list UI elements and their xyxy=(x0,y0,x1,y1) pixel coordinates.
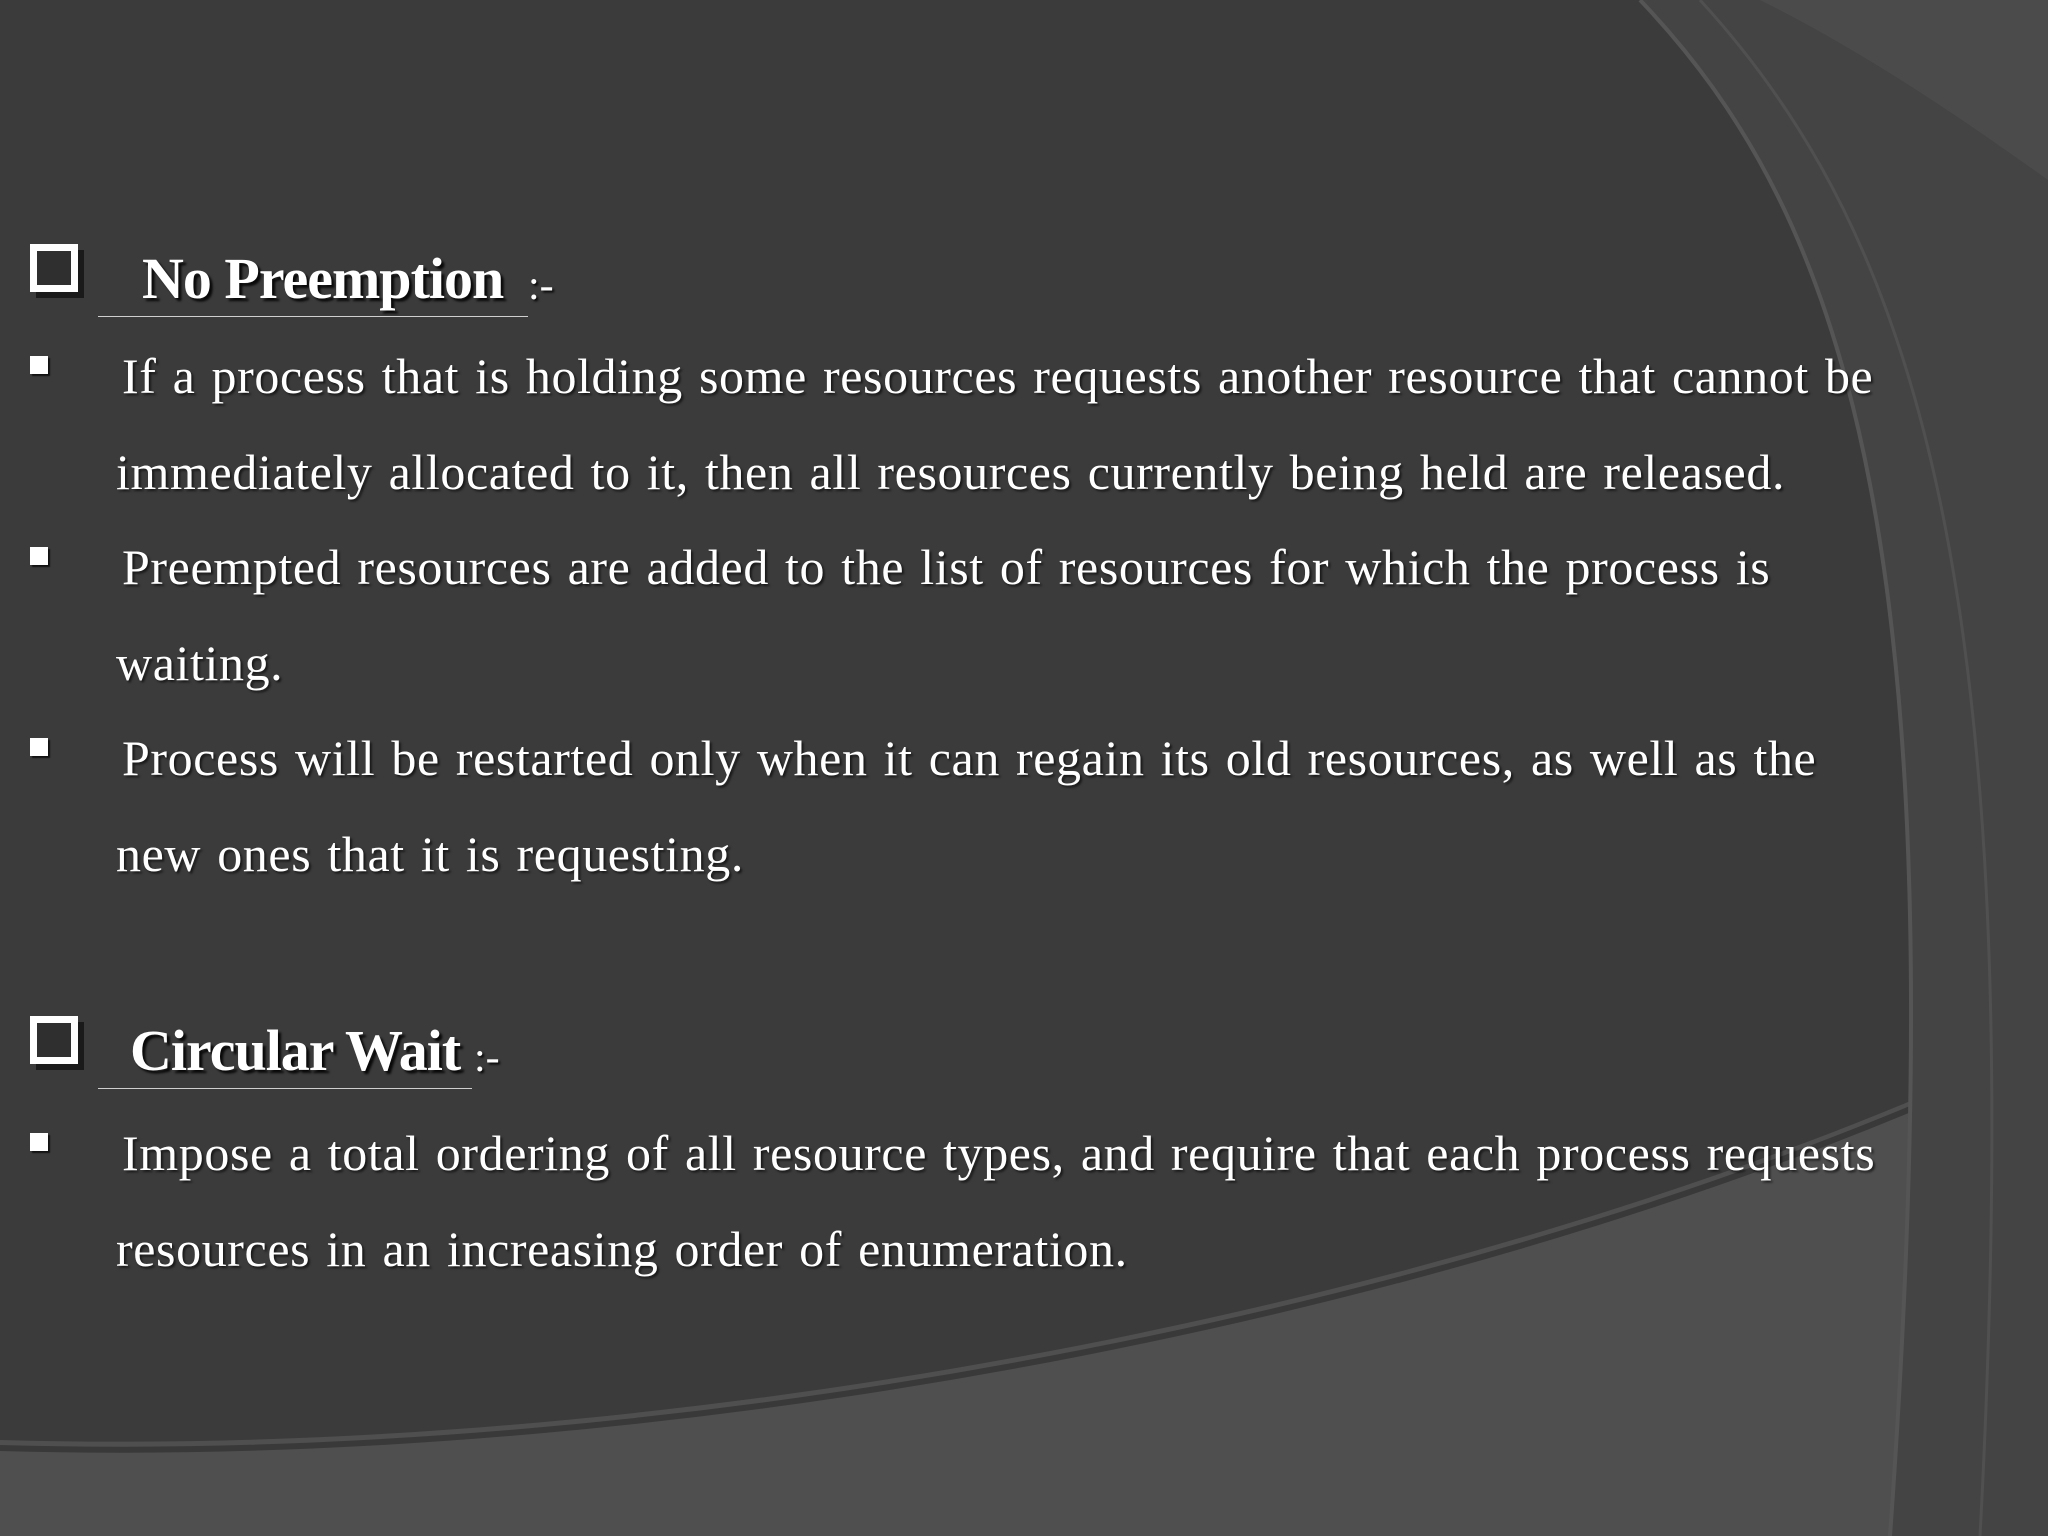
heading-underline xyxy=(98,316,528,317)
section-heading-circular-wait: Circular Wait xyxy=(130,1018,461,1083)
square-bullet-icon xyxy=(30,356,48,374)
bullet-text: Process will be restarted only when it can regain its old resources, as well as the xyxy=(122,730,1817,786)
square-bullet-icon xyxy=(30,738,48,756)
bullet-text: immediately allocated to it, then all resources currently being held are released. xyxy=(116,444,1786,500)
section-heading-no-preemption: No Preemption xyxy=(142,246,504,311)
checkbox-icon xyxy=(26,240,88,302)
bullet-text: Preempted resources are added to the list of resources for which the process is xyxy=(122,539,1771,595)
bullet-text: resources in an increasing order of enumeration. xyxy=(116,1221,1128,1277)
heading-suffix: :- xyxy=(528,263,554,309)
bullet-text: Impose a total ordering of all resource types, and require that each process requests xyxy=(122,1125,1876,1181)
heading-suffix: :- xyxy=(474,1035,500,1081)
bullet-text: waiting. xyxy=(116,635,284,691)
square-bullet-icon xyxy=(30,1133,48,1151)
square-bullet-icon xyxy=(30,547,48,565)
bullet-text: new ones that it is requesting. xyxy=(116,826,744,882)
bullet-text: If a process that is holding some resources requests another resource that cannot be xyxy=(122,348,1874,404)
checkbox-icon xyxy=(26,1012,88,1074)
heading-underline xyxy=(98,1088,472,1089)
